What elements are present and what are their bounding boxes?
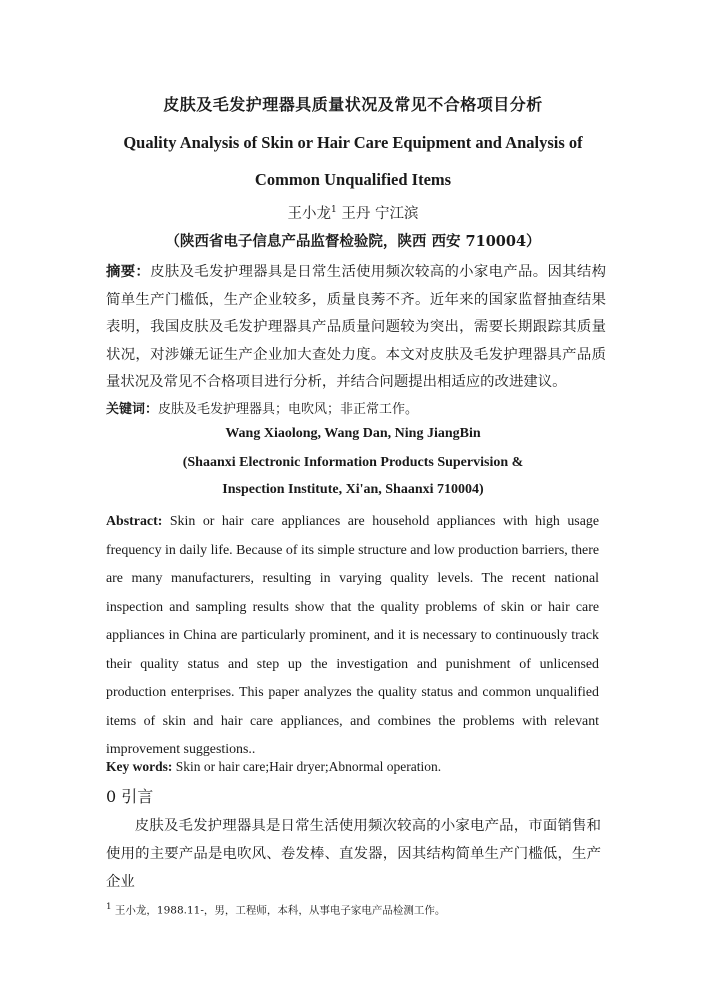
chinese-authors xyxy=(0,202,706,223)
english-title-line-2: Common Unqualified Items xyxy=(254,170,452,189)
english-authors: Wang Xiaolong, Wang Dan, Ning JiangBin xyxy=(225,426,481,441)
chinese-title: 皮肤及毛发护理器具质量状况及常见不合格项目分析 xyxy=(163,95,543,114)
introduction-paragraph: 皮肤及毛发护理器具是日常生活使用频次较高的小家电产品，市面销售和使用的主要产品是电吹风、卷发棒、直发器，因其结构简单生产门槛低，生产企业 xyxy=(106,818,601,890)
english-abstract-label: Abstract: xyxy=(106,514,163,529)
footnote-text: 王小龙，1988.11-，男，工程师，本科，从事电子家电产品检测工作。 xyxy=(111,904,446,917)
chinese-abstract-text: 皮肤及毛发护理器具是日常生活使用频次较高的小家电产品。因其结构简单生产门槛低，生产企业较多，质量良莠不齐。近年来的国家监督抽查结果表明，我国皮肤及毛发护理器具产品质量问题较为突出，需要长期跟踪其质量状况，对涉嫌无证生产企业加大查处力度。本文对皮肤及毛发护理器具产品质量状况及常见不合格项目进行分析，并结合问题提出相适应的改进建议。 xyxy=(106,264,606,391)
footnote-mark: 1 xyxy=(106,902,112,912)
footnote xyxy=(106,902,606,918)
chinese-abstract-label: 摘要： xyxy=(106,263,151,280)
english-title-line-1: Quality Analysis of Skin or Hair Care Equipment and Analysis of xyxy=(123,133,583,152)
chinese-abstract xyxy=(106,258,606,397)
english-affiliation-line-1: (Shaanxi Electronic Information Products Supervision & xyxy=(182,455,524,470)
english-affiliation-line-2: Inspection Institute, Xi'an, Shaanxi 710004) xyxy=(222,482,484,497)
english-keywords-text: Skin or hair care;Hair dryer;Abnormal operation. xyxy=(172,759,442,774)
chinese-keywords-text: 皮肤及毛发护理器具；电吹风；非正常工作。 xyxy=(158,402,419,417)
section-heading-introduction: 0 引言 xyxy=(106,787,154,806)
english-abstract xyxy=(106,508,599,765)
first-author-footnote-mark: 1 xyxy=(331,205,337,216)
english-keywords-label: Key words: xyxy=(106,759,173,774)
english-abstract-text: Skin or hair care appliances are household appliances with high usage frequency in daily life. Because of its simple structure and low production barriers, there are many manufacturers, resulting in varying quality levels. The recent national inspection and sampling results show that the quality problems of skin or hair care appliances in China are particularly prominent, and it is necessary to continuously track their quality status and step up the investigation and punishment of unlicensed production enterprises. This paper analyzes the quality status and common unqualified items of skin and hair care appliances, and combines the problems with relevant improvement suggestions.. xyxy=(106,514,599,757)
other-authors-cn: 王丹 宁江滨 xyxy=(336,206,419,222)
first-author-cn: 王小龙 xyxy=(287,206,332,222)
chinese-affiliation: （陕西省电子信息产品监督检验院，陕西 西安 710004） xyxy=(165,233,541,250)
chinese-keywords-label: 关键词： xyxy=(106,402,159,417)
chinese-keywords xyxy=(106,398,606,417)
english-keywords xyxy=(106,759,606,775)
